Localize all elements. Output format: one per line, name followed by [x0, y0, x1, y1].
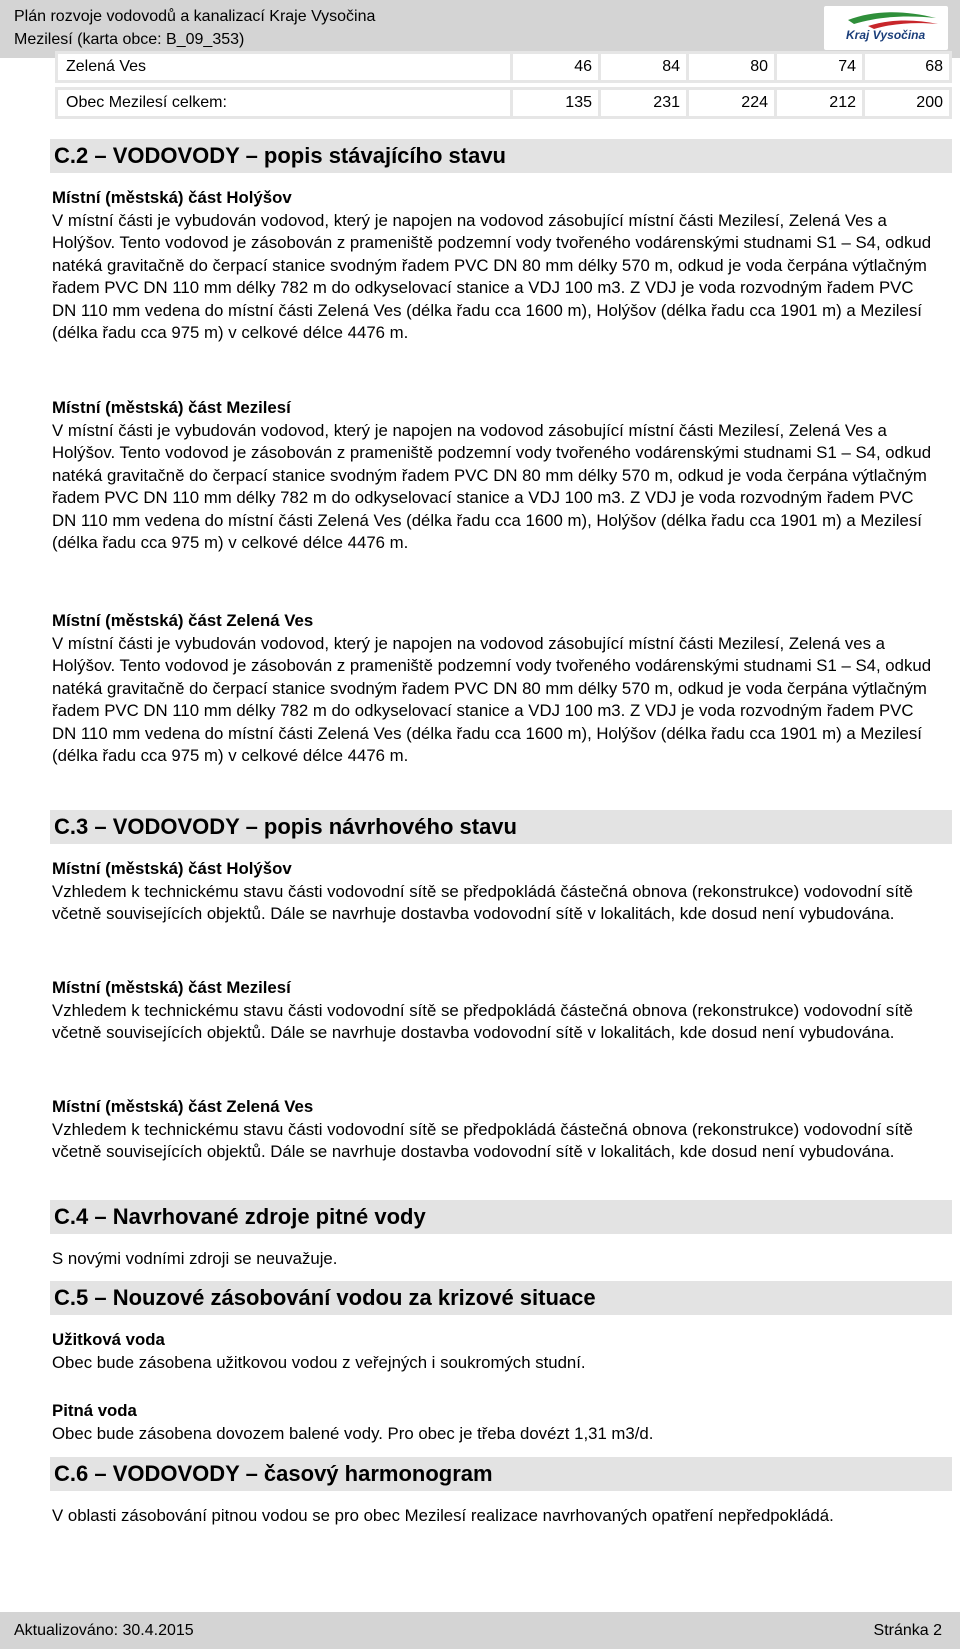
section-title: – VODOVODY – popis stávajícího stavu	[94, 143, 506, 168]
text-block	[52, 1329, 932, 1374]
paragraph: Obec bude zásobena dovozem balené vody. Pro obec je třeba dovézt 1,31 m3/d.	[52, 1423, 654, 1443]
table-cell: 200	[865, 90, 949, 116]
section-number: C.6	[54, 1461, 89, 1486]
kraj-vysocina-logo	[824, 6, 948, 50]
text-block	[52, 610, 932, 768]
logo-text: Kraj Vysočina	[846, 28, 926, 42]
section-title: – Nouzové zásobování vodou za krizové situace	[94, 1285, 596, 1310]
subsection-heading: Místní (městská) část Zelená Ves	[52, 1097, 314, 1116]
subsection-heading: Místní (městská) část Mezilesí	[52, 978, 291, 997]
text-block	[52, 1096, 932, 1164]
table-cell: 135	[513, 90, 598, 116]
table-cell: 46	[513, 54, 598, 80]
section-heading-c6	[50, 1457, 952, 1491]
section-number: C.2	[54, 143, 89, 168]
updated-date: Aktualizováno: 30.4.2015	[14, 1622, 194, 1639]
paragraph: Vzhledem k technickému stavu části vodovodní sítě se předpokládá částečná obnova (rekonstrukce) vodovodní sítě včetně souvisejících objektů. Dále se navrhuje dostavba vodovodní sítě v lokalitách, kde dosud není vybudována.	[52, 1119, 913, 1161]
subsection-heading: Užitková voda	[52, 1330, 165, 1349]
page-number: Stránka 2	[873, 1622, 942, 1639]
table-cell: 68	[865, 54, 949, 80]
section-title: – VODOVODY – popis návrhového stavu	[94, 814, 517, 839]
subsection-heading: Místní (městská) část Zelená Ves	[52, 611, 314, 630]
paragraph: Obec bude zásobena užitkovou vodou z veřejných i soukromých studní.	[52, 1352, 586, 1372]
section-heading-c3	[50, 810, 952, 844]
document-title: Plán rozvoje vodovodů a kanalizací Kraje Vysočina	[14, 8, 376, 25]
text-block	[52, 187, 932, 345]
section-number: C.3	[54, 814, 89, 839]
table-cell: 84	[601, 54, 686, 80]
section-title: – Navrhované zdroje pitné vody	[94, 1204, 426, 1229]
paragraph: V místní části je vybudován vodovod, který je napojen na vodovod zásobující místní části Mezilesí, Zelená ves a Holýšov. Tento vodovod je zásobován z prameniště podzemní vody tvořeného vodárenskými studnami S1 – S4, odkud natéká gravitačně do čerpací stanice svodným řadem PVC DN 80 mm délky 570 m, odkud je voda čerpána výtlačným řadem PVC DN 110 mm délky 782 m do odkyselovací stanice a VDJ 100 m3. Z VDJ je voda rozvodným řadem PVC DN 110 mm vedena do místní části Zelená Ves (délka řadu cca 1600 m), Holýšov (délka řadu cca 1901 m) a Mezilesí (délka řadu cca 975 m) v celkové délce 4476 m.	[52, 633, 932, 765]
paragraph: V místní části je vybudován vodovod, který je napojen na vodovod zásobující místní části Mezilesí, Zelená Ves a Holýšov. Tento vodovod je zásobován z prameniště podzemní vody tvořeného vodárenskými studnami S1 – S4, odkud natéká gravitačně do čerpací stanice svodným řadem PVC DN 80 mm délky 570 m, odkud je voda čerpána výtlačným řadem PVC DN 110 mm délky 782 m do odkyselovací stanice a VDJ 100 m3. Z VDJ je voda rozvodným řadem PVC DN 110 mm vedena do místní části Zelená Ves (délka řadu cca 1600 m), Holýšov (délka řadu cca 1901 m) a Mezilesí (délka řadu cca 975 m) v celkové délce 4476 m.	[52, 210, 932, 342]
text-block	[52, 1400, 932, 1445]
subsection-heading: Místní (městská) část Holýšov	[52, 859, 292, 878]
paragraph: Vzhledem k technickému stavu části vodovodní sítě se předpokládá částečná obnova (rekonstrukce) vodovodní sítě včetně souvisejících objektů. Dále se navrhuje dostavba vodovodní sítě v lokalitách, kde dosud není vybudována.	[52, 1000, 913, 1042]
paragraph: V místní části je vybudován vodovod, který je napojen na vodovod zásobující místní části Mezilesí, Zelená Ves a Holýšov. Tento vodovod je zásobován z prameniště podzemní vody tvořeného vodárenskými studnami S1 – S4, odkud natéká gravitačně do čerpací stanice svodným řadem PVC DN 80 mm délky 570 m, odkud je voda čerpána výtlačným řadem PVC DN 110 mm délky 782 m do odkyselovací stanice a VDJ 100 m3. Z VDJ je voda rozvodným řadem PVC DN 110 mm vedena do místní části Zelená Ves (délka řadu cca 1600 m), Holýšov (délka řadu cca 1901 m) a Mezilesí (délka řadu cca 975 m) v celkové délce 4476 m.	[52, 420, 932, 552]
table-cell: 74	[777, 54, 862, 80]
section-title: – VODOVODY – časový harmonogram	[94, 1461, 493, 1486]
table-cell: 231	[601, 90, 686, 116]
subsection-heading: Místní (městská) část Mezilesí	[52, 398, 291, 417]
text-block	[52, 1505, 932, 1528]
paragraph: Vzhledem k technickému stavu části vodovodní sítě se předpokládá částečná obnova (rekonstrukce) vodovodní sítě včetně souvisejících objektů. Dále se navrhuje dostavba vodovodní sítě v lokalitách, kde dosud není vybudována.	[52, 881, 913, 923]
paragraph: V oblasti zásobování pitnou vodou se pro obec Mezilesí realizace navrhovaných opatření nepředpokládá.	[52, 1506, 834, 1525]
paragraph: S novými vodními zdroji se neuvažuje.	[52, 1249, 338, 1268]
text-block	[52, 1248, 932, 1271]
table-cell: 224	[689, 90, 774, 116]
table-cell-name: Zelená Ves	[58, 54, 510, 80]
subsection-heading: Místní (městská) část Holýšov	[52, 188, 292, 207]
text-block	[52, 858, 932, 926]
subsection-heading: Pitná voda	[52, 1401, 137, 1420]
table-cell-name: Obec Mezilesí celkem:	[58, 90, 510, 116]
table-cell: 212	[777, 90, 862, 116]
text-block	[52, 977, 932, 1045]
table-row	[55, 87, 952, 119]
section-heading-c5	[50, 1281, 952, 1315]
document-subtitle: Mezilesí (karta obce: B_09_353)	[14, 31, 245, 48]
section-heading-c4	[50, 1200, 952, 1234]
table-row	[55, 51, 952, 83]
section-number: C.5	[54, 1285, 89, 1310]
page-header	[0, 0, 960, 58]
page-footer	[0, 1612, 960, 1649]
section-heading-c2	[50, 139, 952, 173]
section-number: C.4	[54, 1204, 89, 1229]
text-block	[52, 397, 932, 555]
table-cell: 80	[689, 54, 774, 80]
